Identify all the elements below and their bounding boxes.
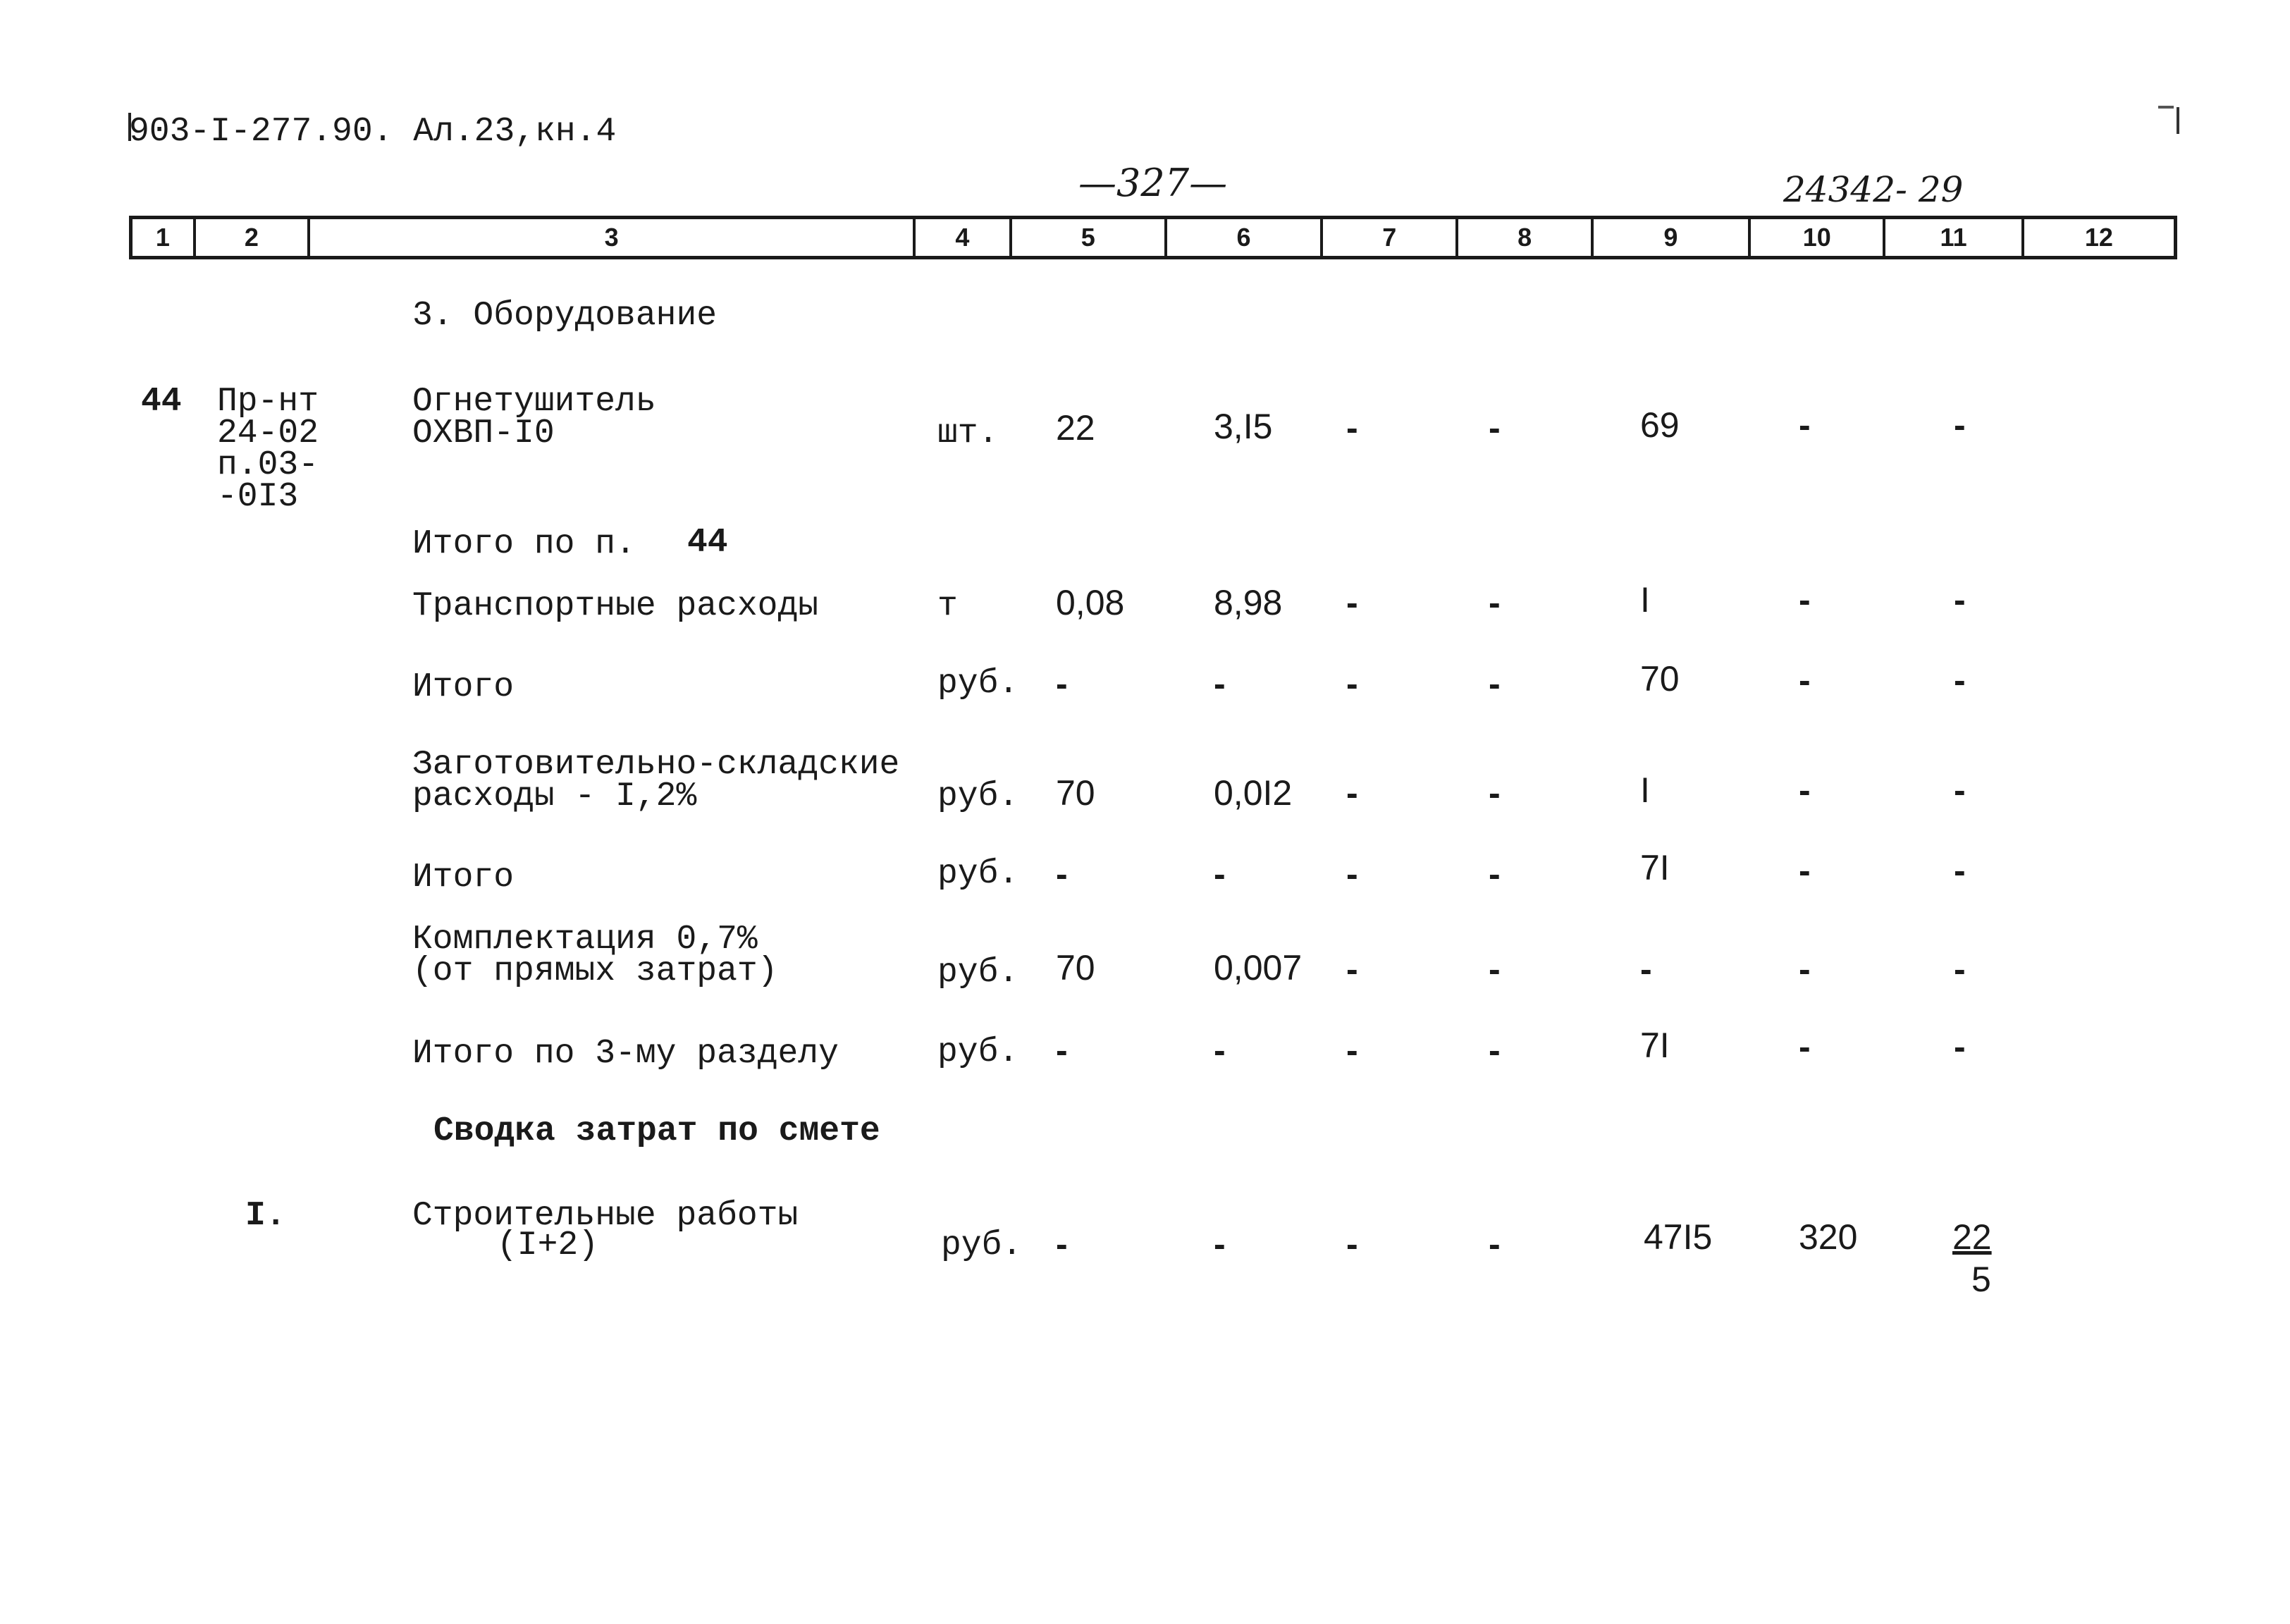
row-1-col7: - [1346,583,1358,622]
row-3-name-line-1: Заготовительно-складские [412,746,900,784]
item-col11: - [1954,405,1966,445]
row-5-col11: - [1954,949,1966,989]
row-4-unit: руб. [937,855,1019,893]
summary-row-name-line-1: Строительные работы [412,1197,799,1235]
page-number: —327— [1078,161,1228,205]
summary-row-qty: - [1056,1224,1068,1264]
item-col7: - [1346,408,1358,448]
column-header-6: 6 [1167,219,1323,256]
column-header-8: 8 [1458,219,1593,256]
corner-mark-dash [2158,106,2174,109]
row-5-qty: 70 [1056,948,1095,988]
summary-title: Сводка затрат по смете [433,1112,880,1150]
row-4-col11: - [1954,851,1966,890]
row-3-col7: - [1346,773,1358,813]
section-title: 3. Оборудование [412,297,718,335]
row-4-price: - [1214,854,1226,894]
row-2-col7: - [1346,664,1358,703]
row-2-col11: - [1954,660,1966,700]
row-5-col9: - [1640,949,1652,989]
summary-row-col10: 320 [1799,1217,1858,1257]
item-col8: - [1489,408,1501,448]
subtotal-label: Итого по п. [412,525,636,563]
row-6-name: Итого по 3-му разделу [412,1035,839,1073]
row-6-price: - [1214,1031,1226,1070]
row-1-price: 8,98 [1214,583,1283,622]
row-4-col10: - [1799,851,1811,890]
summary-row-col7: - [1346,1224,1358,1264]
row-5-name-line-1: Комплектация 0,7% [412,921,758,959]
item-code-line-3: п.03- [217,446,319,484]
row-6-col11: - [1954,1027,1966,1066]
row-3-col10: - [1799,770,1811,810]
item-unit: шт. [937,414,999,453]
summary-row-price: - [1214,1224,1226,1264]
row-5-name-line-2: (от прямых затрат) [412,952,778,990]
summary-row-col8: - [1489,1224,1501,1264]
corner-mark [2177,107,2179,134]
column-header-3: 3 [310,219,916,256]
row-6-unit: руб. [937,1033,1019,1071]
row-5-col10: - [1799,949,1811,989]
row-6-col7: - [1346,1031,1358,1070]
row-5-col8: - [1489,949,1501,989]
row-2-unit: руб. [937,665,1019,703]
column-header-row [129,216,2177,259]
column-header-1: 1 [133,219,196,256]
row-5-col7: - [1346,949,1358,989]
column-header-11: 11 [1885,219,2024,256]
column-header-5: 5 [1012,219,1167,256]
row-4-qty: - [1056,854,1068,894]
row-6-col8: - [1489,1031,1501,1070]
row-3-price: 0,0I2 [1214,773,1293,813]
item-price: 3,I5 [1214,407,1273,446]
row-1-unit: т [937,587,958,625]
item-code-line-4: -0I3 [217,478,299,516]
row-6-qty: - [1056,1031,1068,1070]
row-1-name: Транспортные расходы [412,587,819,625]
row-3-qty: 70 [1056,773,1095,813]
row-4-col9: 7I [1640,848,1670,887]
summary-row-unit: руб. [941,1226,1023,1265]
item-col10: - [1799,405,1811,445]
row-1-col8: - [1489,583,1501,622]
row-5-unit: руб. [937,954,1019,992]
column-header-10: 10 [1751,219,1885,256]
row-2-qty: - [1056,664,1068,703]
column-header-9: 9 [1594,219,1751,256]
row-2-name: Итого [412,668,515,706]
summary-row-col11-top: 22 [1952,1217,1992,1257]
item-name-line-2: ОХВП-I0 [412,414,555,453]
row-3-unit: руб. [937,777,1019,816]
column-header-12: 12 [2084,223,2113,252]
item-col9: 69 [1640,405,1680,445]
item-number: 44 [141,383,182,421]
document-code: 903-I-277.90. Ал.23,кн.4 [129,113,617,151]
row-2-price: - [1214,664,1226,703]
row-1-col10: - [1799,580,1811,620]
summary-row-name-line-2: (I+2) [497,1226,599,1265]
item-qty: 22 [1056,408,1095,448]
summary-row-number: I. [245,1197,286,1235]
item-name-line-1: Огнетушитель [412,383,656,421]
row-1-qty: 0,08 [1056,583,1125,622]
column-header-7: 7 [1323,219,1458,256]
row-6-col9: 7I [1640,1026,1670,1065]
item-code-line-1: Пр-нт [217,383,319,421]
row-5-price: 0,007 [1214,948,1303,988]
row-2-col9: 70 [1640,659,1680,699]
row-3-col9: I [1640,770,1650,810]
row-6-col10: - [1799,1027,1811,1066]
item-code-line-2: 24-02 [217,414,319,453]
column-header-4: 4 [916,219,1012,256]
row-3-col11: - [1954,770,1966,810]
summary-row-col9: 47I5 [1644,1217,1713,1257]
row-4-name: Итого [412,859,515,897]
column-header-2: 2 [196,219,310,256]
row-3-name-line-2: расходы - I,2% [412,777,697,816]
row-4-col8: - [1489,854,1501,894]
row-3-col8: - [1489,773,1501,813]
row-2-col10: - [1799,660,1811,700]
row-4-col7: - [1346,854,1358,894]
row-1-col9: I [1640,580,1650,620]
row-2-col8: - [1489,664,1501,703]
document-number: 24342- 29 [1783,169,1964,210]
summary-row-col11-bottom: 5 [1971,1260,1991,1299]
row-1-col11: - [1954,580,1966,620]
subtotal-item-number: 44 [687,524,728,562]
